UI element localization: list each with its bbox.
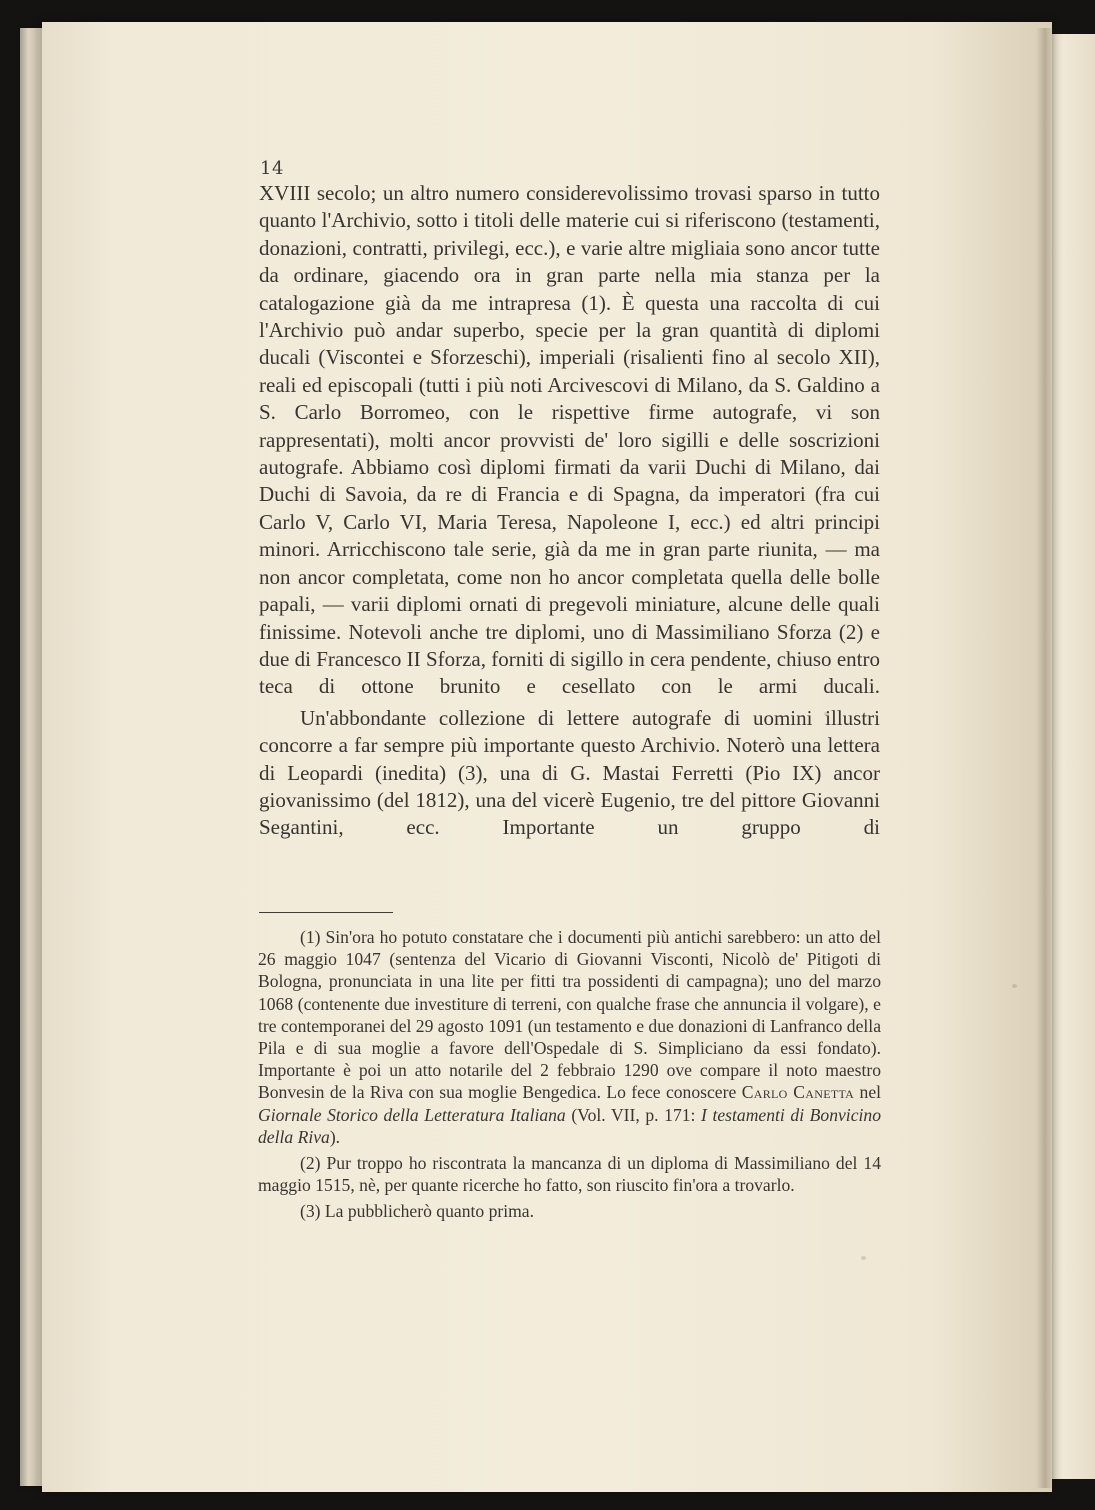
footnote-volume: (Vol. VII, p. 171: bbox=[571, 1104, 696, 1125]
main-text bbox=[259, 180, 880, 842]
footnote-connector: nel bbox=[859, 1082, 882, 1103]
footnote-1-text: (1) Sin'ora ho potuto constatare che i documenti più antichi sarebbero: un atto del 26 maggio 1047 (sentenza del Vicario di Giovanni Visconti, Nicolò de' Pitigoti di Bologna, pronunciata in una lite per fitti tra possidenti di campagna); uno del marzo 1068 (contenente due investiture di terreni, con qualche frase che annuncia il volgare), e tre contemporanei del 29 agosto 1091 (un testamento e due donazioni di Lanfranco della Pila e di sua moglie a favore dell'Ospedale di S. Simpliciano da essi fondato). Importante è poi un atto notarile del 2 febbraio 1290 ove compare il noto maestro Bonvesin de la Riva con sua moglie Bengedica. Lo fece conoscere bbox=[258, 927, 881, 1103]
footnotes bbox=[258, 926, 881, 1223]
footnote-closing: ). bbox=[329, 1126, 341, 1147]
footnote-1 bbox=[258, 926, 881, 1148]
footnote-3: (3) La pubblicherò quanto prima. bbox=[300, 1201, 535, 1222]
footnote-2: (2) Pur troppo ho riscontrata la mancanza di un diploma di Massimiliano del 14 maggio 1515, nè, per quante ricerche ho fatto, son riuscito fin'ora a trovarlo. bbox=[258, 1153, 881, 1196]
footnote-separator bbox=[259, 912, 393, 913]
footnote-author: Carlo Canetta bbox=[741, 1082, 855, 1103]
page-number: 14 bbox=[260, 158, 284, 179]
main-paragraph-2: Un'abbondante collezione di lettere autografe di uomini illustri concorre a far sempre più importante questo Archivio. Noterò una lettera di Leopardi (inedita) (3), una di G. Mastai Ferretti (Pio IX) ancor giovanissimo (del 1812), una del vicerè Eugenio, tre del pittore Giovanni Segantini, ecc. Importante un gruppo di bbox=[259, 705, 880, 840]
paper-speck bbox=[1012, 984, 1017, 988]
journal-title: Giornale Storico della Letteratura Italiana bbox=[258, 1104, 566, 1125]
cited-title: I testamenti di Bonvicino della Riva bbox=[258, 1104, 881, 1147]
main-paragraph-1: XVIII secolo; un altro numero considerevolissimo trovasi sparso in tutto quanto l'Archivio, sotto i titoli delle materie cui si riferiscono (testamenti, donazioni, contratti, privilegi, ecc.), e varie altre migliaia sono ancor tutte da ordinare, giacendo ora in gran parte nella mia stanza per la catalogazione già da me intrapresa (1). È questa una raccolta di cui l'Archivio può andar superbo, specie per la gran quantità di diplomi ducali (Viscontei e Sforzeschi), imperiali (risalienti fino al secolo XII), reali ed episcopali (tutti i più noti Arcivescovi di Milano, da S. Galdino a S. Carlo Borromeo, con le rispettive firme autografe, vi son rappresentati), molti ancor provvisti de' loro sigilli e delle soscrizioni autografe. Abbiamo così diplomi firmati da varii Duchi di Milano, dai Duchi di Savoia, da re di Francia e di Spagna, da imperatori (fra cui Carlo V, Carlo VI, Maria Teresa, Napoleone I, ecc.) ed altri principi minori. Arricchiscono tale serie, già da me in gran parte riunita, — ma non ancor completata, come non ho ancor completata quella delle bolle papali, — varii diplomi ornati di pregevoli miniature, alcune delle quali finissime. Notevoli anche tre diplomi, uno di Massimiliano Sforza (2) e due di Francesco II Sforza, forniti di sigillo in cera pendente, chiuso entro teca di ottone brunito e cesellato con le armi ducali. bbox=[259, 181, 880, 699]
paper-speck bbox=[861, 1256, 866, 1260]
paper-speck bbox=[824, 712, 829, 716]
page-gutter-shadow bbox=[1036, 28, 1054, 1488]
